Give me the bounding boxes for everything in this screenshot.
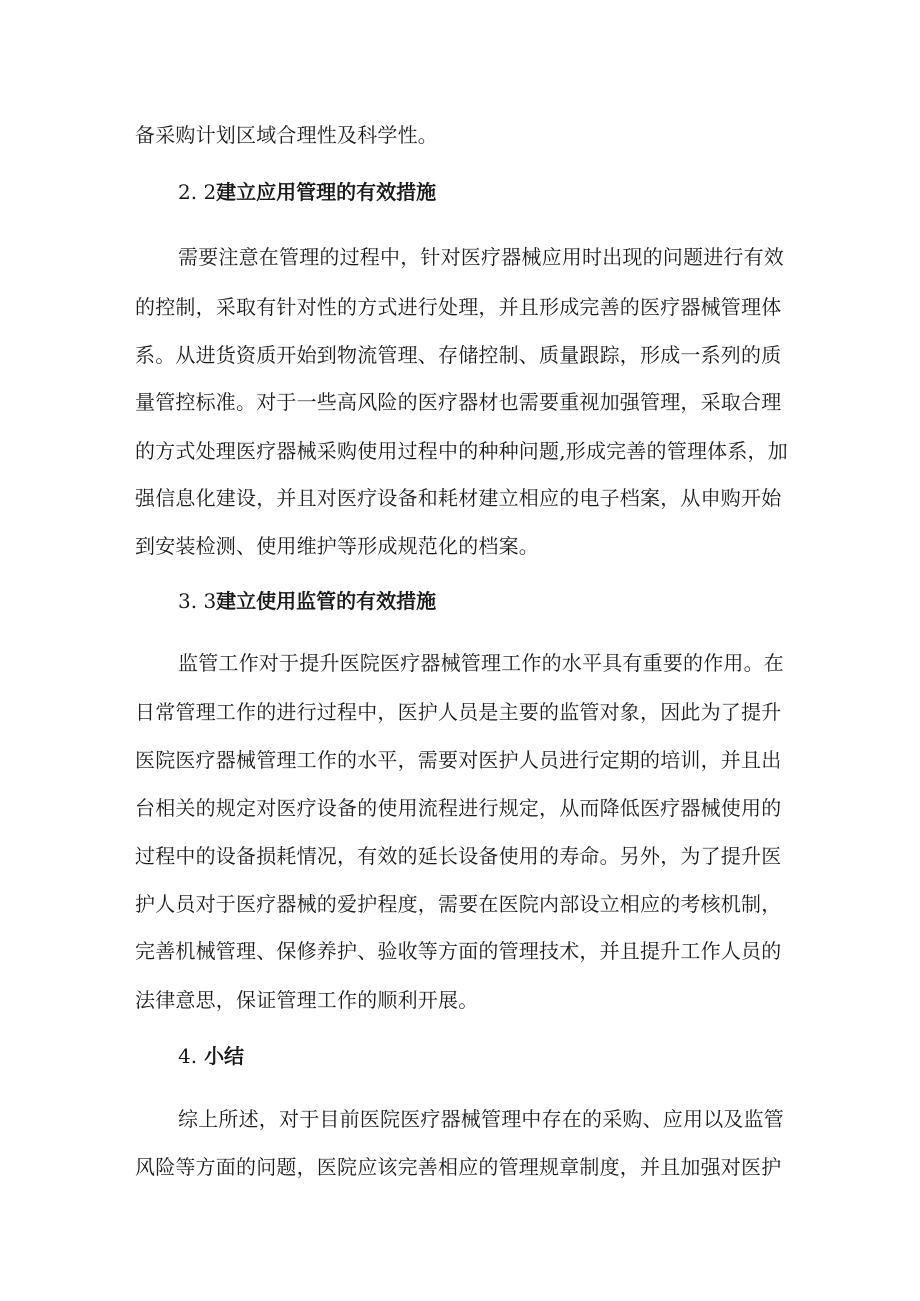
- paragraph-line: 风险等方面的问题，医院应该完善相应的管理规章制度，并且加强对医护: [135, 1155, 782, 1179]
- section-title: 建立应用管理的有效措施: [216, 180, 437, 204]
- paragraph-line: 强信息化建设，并且对医疗设备和耗材建立相应的电子档案，从申购开始: [135, 486, 782, 510]
- paragraph-line: 需要注意在管理的过程中，针对医疗器械应用时出现的问题进行有效: [178, 245, 784, 269]
- paragraph-line: 的控制，采取有针对性的方式进行处理，并且形成完善的医疗器械管理体: [135, 295, 782, 319]
- paragraph-line: 监管工作对于提升医院医疗器械管理工作的水平具有重要的作用。在: [178, 651, 784, 675]
- section-heading-3-3: [178, 584, 436, 618]
- section-title: 小结: [204, 1044, 245, 1068]
- paragraph-line: 日常管理工作的进行过程中，医护人员是主要的监管对象，因此为了提升: [135, 700, 782, 724]
- section-number: 2. 2: [178, 180, 217, 204]
- paragraph-line: 系。从进货资质开始到物流管理、存储控制、质量跟踪，形成一系列的质: [135, 343, 782, 367]
- paragraph-line: 量管控标准。对于一些高风险的医疗器材也需要重视加强管理，采取合理: [135, 390, 782, 414]
- paragraph-line: 法律意思，保证管理工作的顺利开展。: [135, 988, 479, 1012]
- paragraph-line: 的方式处理医疗器械采购使用过程中的种种问题,形成完善的管理体系，加: [135, 439, 788, 463]
- section-title: 建立使用监管的有效措施: [216, 589, 437, 613]
- paragraph-line: 备采购计划区域合理性及科学性。: [135, 123, 438, 147]
- paragraph-line: 医院医疗器械管理工作的水平，需要对医护人员进行定期的培训，并且出: [135, 748, 782, 772]
- paragraph-line: 综上所述，对于目前医院医疗器械管理中存在的采购、应用以及监管: [178, 1107, 784, 1131]
- paragraph-line: 过程中的设备损耗情况，有效的延长设备使用的寿命。另外，为了提升医: [135, 844, 782, 868]
- paragraph-line: 完善机械管理、保修养护、验收等方面的管理技术，并且提升工作人员的: [135, 939, 782, 963]
- paragraph-line: 台相关的规定对医疗设备的使用流程进行规定，从而降低医疗器械使用的: [135, 796, 782, 820]
- section-heading-4: [178, 1039, 244, 1073]
- paragraph-line: 到安装检测、使用维护等形成规范化的档案。: [135, 534, 539, 558]
- section-number: 3. 3: [178, 589, 217, 613]
- section-heading-2-2: [178, 175, 436, 209]
- section-number: 4.: [178, 1044, 198, 1068]
- paragraph-line: 护人员对于医疗器械的爱护程度，需要在医院内部设立相应的考核机制，: [135, 892, 782, 916]
